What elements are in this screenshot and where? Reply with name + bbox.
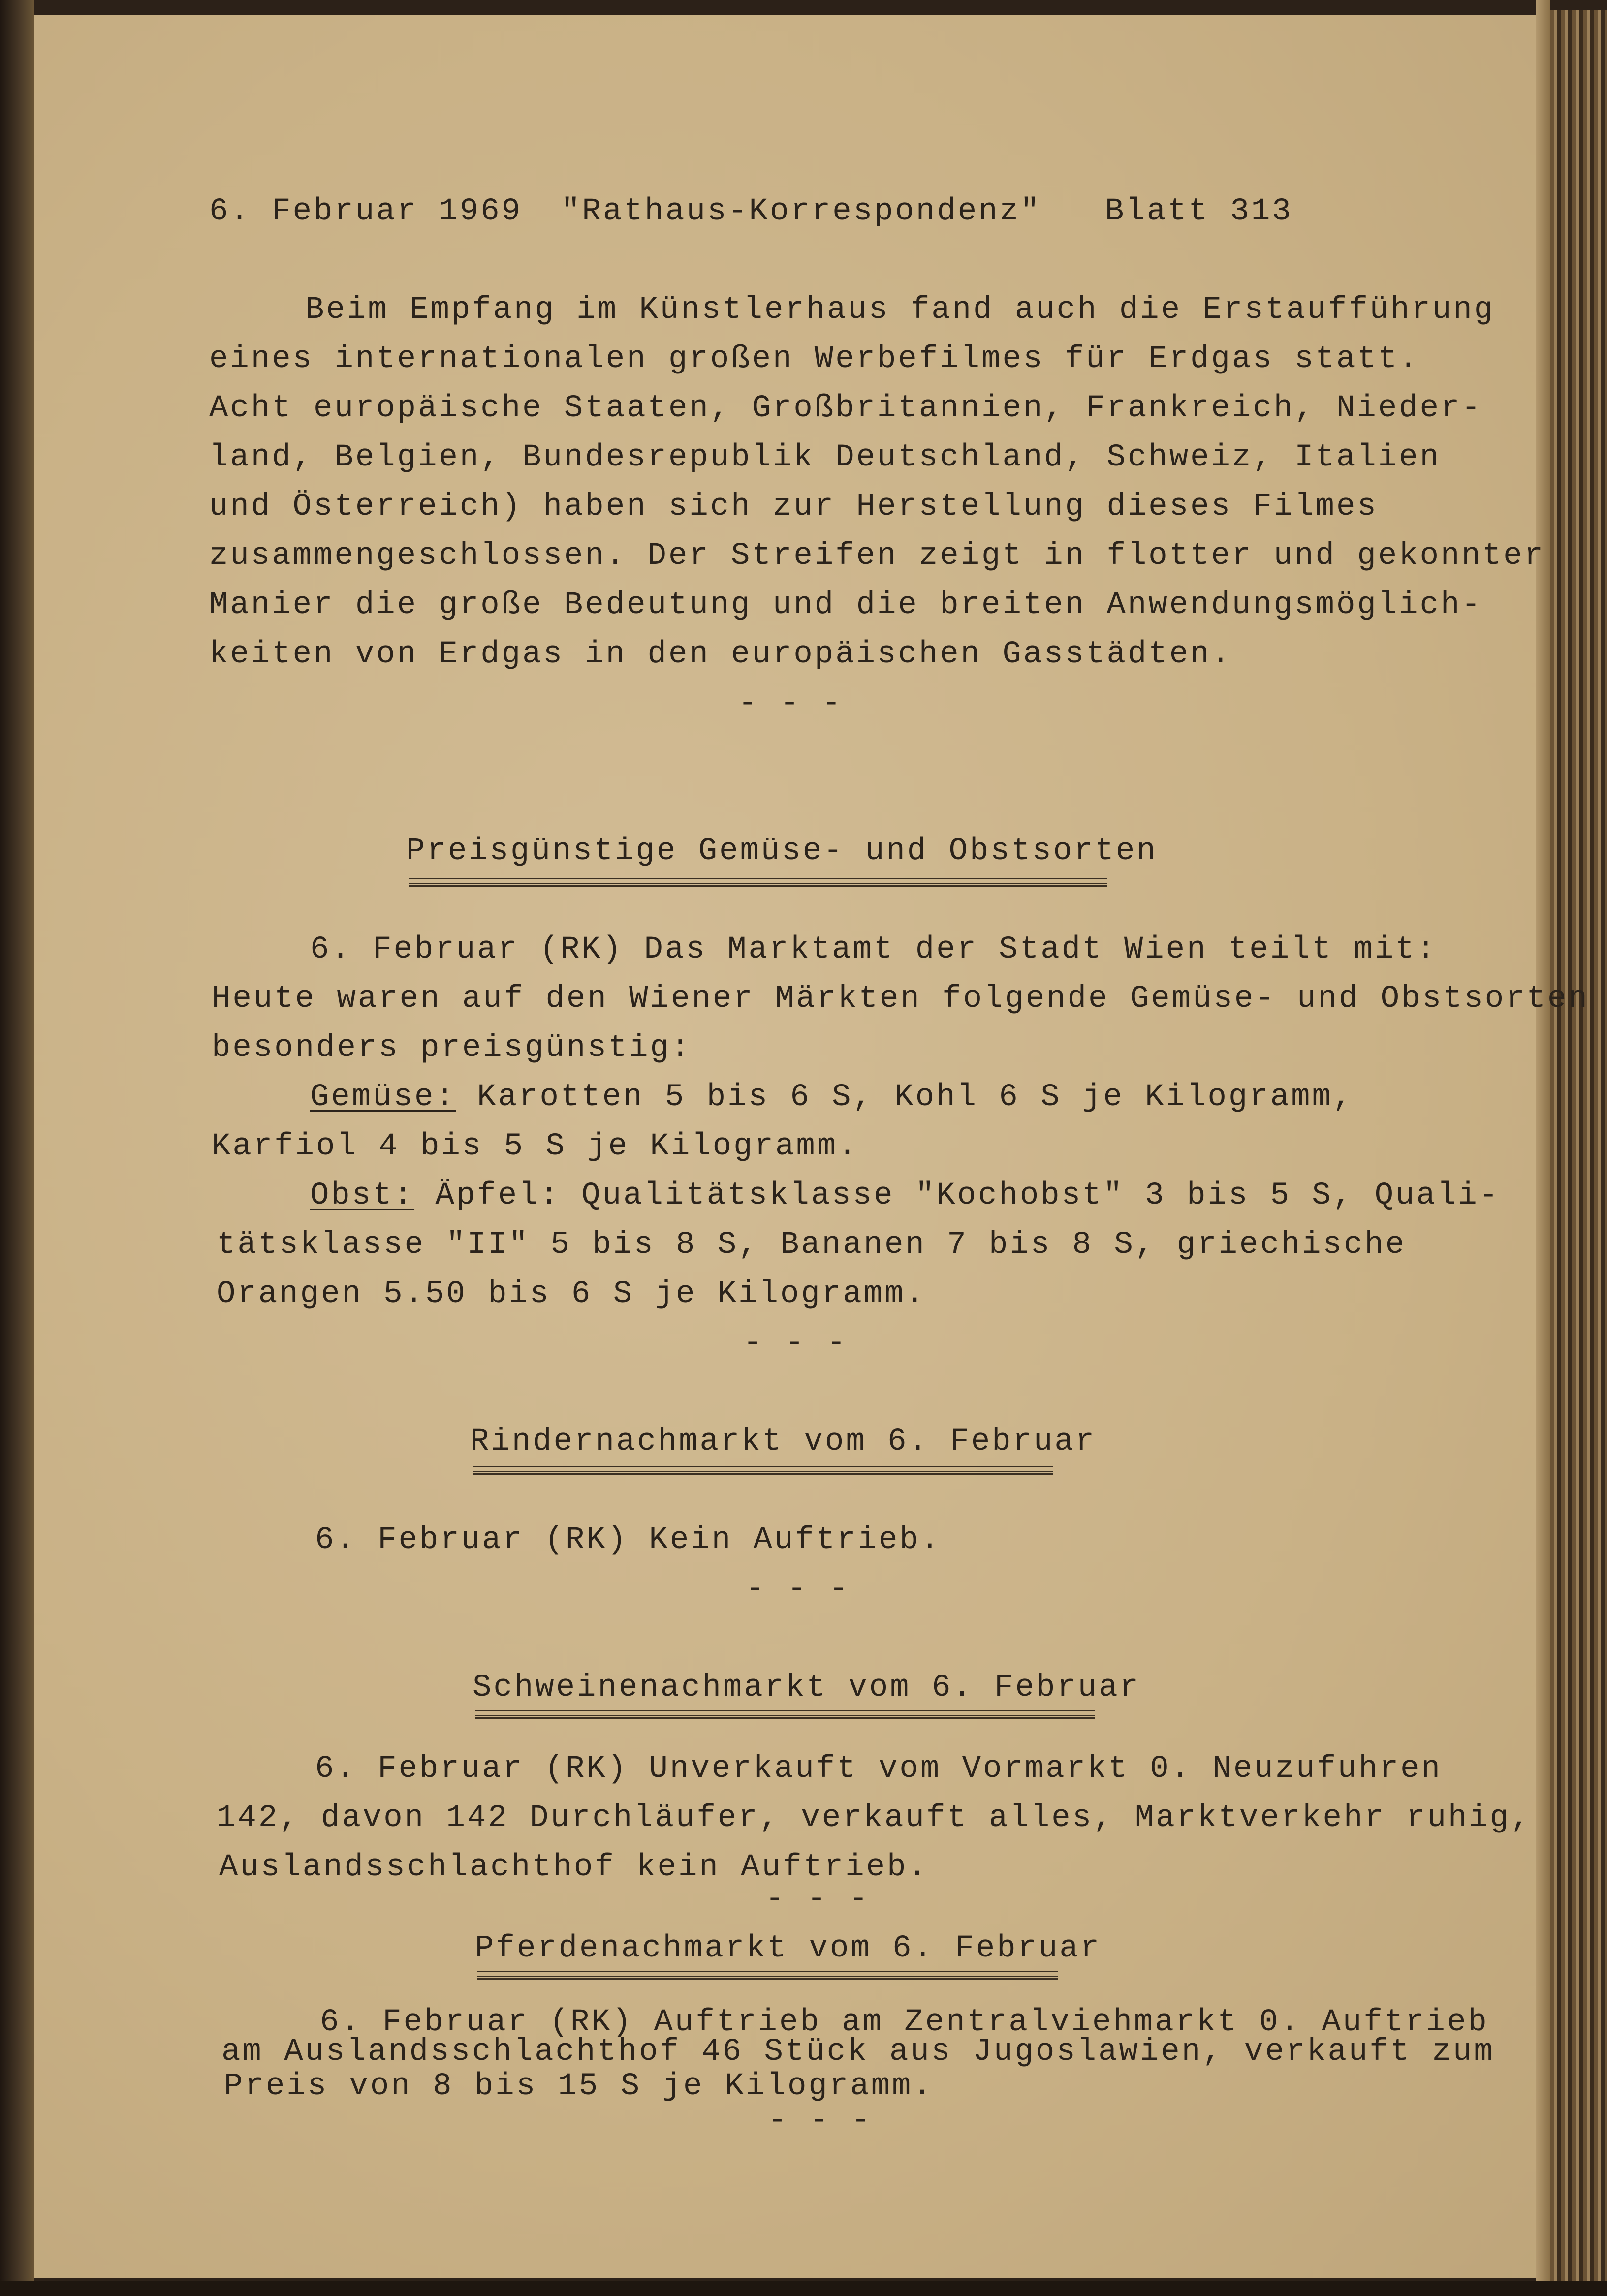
fruit-line <box>310 1171 1500 1220</box>
page-edge-inner <box>1536 0 1550 2296</box>
article1-line: land, Belgien, Bundesrepublik Deutschland, Schweiz, Italien <box>209 440 1441 475</box>
article1-line: eines internationalen großen Werbefilmes für Erdgas statt. <box>209 341 1420 377</box>
article2-line: 6. Februar (RK) Das Marktamt der Stadt Wien teilt mit: <box>310 932 1437 967</box>
separator: - - - <box>746 1572 851 1607</box>
binding-left <box>0 0 34 2296</box>
fruit-text: Äpfel: Qualitätsklasse "Kochobst" 3 bis 5 S, Quali- <box>414 1178 1500 1213</box>
article3-line: 6. Februar (RK) Kein Auftrieb. <box>315 1522 942 1558</box>
article5-line: Preis von 8 bis 15 S je Kilogramm. <box>224 2069 934 2104</box>
article4-line: 142, davon 142 Durchläufer, verkauft alles, Marktverkehr ruhig, <box>217 1800 1532 1836</box>
section-title: Pferdenachmarkt vom 6. Februar <box>475 1931 1102 1966</box>
separator: - - - <box>768 2103 873 2139</box>
header-publication: "Rathaus-Korrespondenz" <box>561 194 1041 229</box>
article4-line: 6. Februar (RK) Unverkauft vom Vormarkt 0. Neuzufuhren <box>315 1751 1442 1787</box>
article2-line: Orangen 5.50 bis 6 S je Kilogramm. <box>217 1276 926 1312</box>
vegetables-line <box>310 1073 1354 1122</box>
article1-line: und Österreich) haben sich zur Herstellung dieses Filmes <box>209 489 1378 525</box>
title-rule <box>477 1971 1058 1978</box>
page-stack-edge <box>1550 10 1607 2283</box>
separator: - - - <box>738 686 843 721</box>
title-rule <box>409 878 1107 885</box>
title-rule <box>475 1710 1095 1717</box>
separator: - - - <box>765 1882 870 1917</box>
article2-line: Karfiol 4 bis 5 S je Kilogramm. <box>212 1129 859 1164</box>
article1-line: zusammengeschlossen. Der Streifen zeigt in flotter und gekonnter <box>209 538 1545 574</box>
article1-line: Manier die große Bedeutung und die breiten Anwendungsmöglich- <box>209 588 1482 623</box>
header-date: 6. Februar 1969 <box>209 194 523 229</box>
separator: - - - <box>743 1326 848 1361</box>
title-rule <box>473 1466 1053 1473</box>
section-title: Schweinenachmarkt vom 6. Februar <box>473 1670 1140 1706</box>
header-sheet: Blatt 313 <box>1105 194 1293 229</box>
vegetables-label: Gemüse: <box>310 1080 456 1115</box>
article2-line: tätsklasse "II" 5 bis 8 S, Bananen 7 bis 8 S, griechische <box>217 1227 1407 1263</box>
fruit-label: Obst: <box>310 1178 415 1213</box>
article5-line: 6. Februar (RK) Auftrieb am Zentralviehmarkt 0. Auftrieb <box>320 2005 1489 2040</box>
article2-line: Heute waren auf den Wiener Märkten folgende Gemüse- und Obstsorten <box>212 981 1589 1017</box>
vegetables-text: Karotten 5 bis 6 S, Kohl 6 S je Kilogramm, <box>456 1080 1354 1115</box>
article1-line: keiten von Erdgas in den europäischen Gasstädten. <box>209 637 1232 672</box>
section-title: Rindernachmarkt vom 6. Februar <box>470 1424 1097 1459</box>
article1-line: Beim Empfang im Künstlerhaus fand auch die Erstaufführung <box>305 292 1495 328</box>
article1-line: Acht europäische Staaten, Großbritannien, Frankreich, Nieder- <box>209 391 1482 426</box>
section-title: Preisgünstige Gemüse- und Obstsorten <box>406 834 1158 869</box>
article4-line: Auslandsschlachthof kein Auftrieb. <box>219 1850 929 1885</box>
article2-line: besonders preisgünstig: <box>212 1030 692 1066</box>
bottom-edge <box>0 2281 1607 2296</box>
article5-line: am Auslandsschlachthof 46 Stück aus Jugoslawien, verkauft zum <box>221 2034 1495 2070</box>
